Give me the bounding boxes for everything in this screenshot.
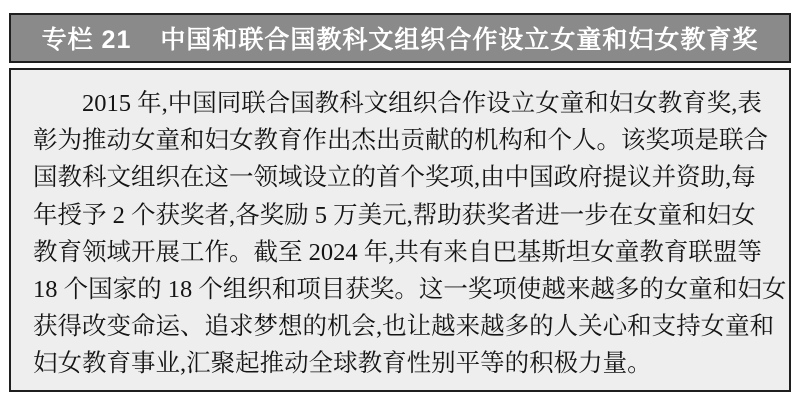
body-text-line: 获得改变命运、追求梦想的机会,也让越来越多的人关心和支持女童和 — [33, 313, 775, 341]
body-text-line: 教育领域开展工作。截至 2024 年,共有来自巴基斯坦女童教育联盟等 — [33, 238, 762, 266]
column-box-number-label: 专栏 21 — [41, 26, 132, 54]
body-text-line: 年授予 2 个获奖者,各奖励 5 万美元,帮助获奖者进一步在女童和妇女 — [33, 201, 756, 229]
body-text-line: 彰为推动女童和妇女教育作出杰出贡献的机构和个人。该奖项是联合 — [33, 127, 768, 155]
column-box-body — [9, 68, 791, 392]
column-box-header — [9, 13, 791, 63]
column-box-title: 中国和联合国教科文组织合作设立女童和妇女教育奖 — [160, 26, 759, 54]
body-text-line: 妇女教育事业,汇聚起推动全球教育性别平等的积极力量。 — [33, 350, 652, 378]
body-text-line: 国教科文组织在这一领域设立的首个奖项,由中国政府提议并资助,每 — [33, 164, 756, 192]
body-text-line: 18 个国家的 18 个组织和项目获奖。这一奖项使越来越多的女童和妇女 — [33, 276, 787, 304]
body-text-line: 2015 年,中国同联合国教科文组织合作设立女童和妇女教育奖,表 — [82, 90, 762, 117]
